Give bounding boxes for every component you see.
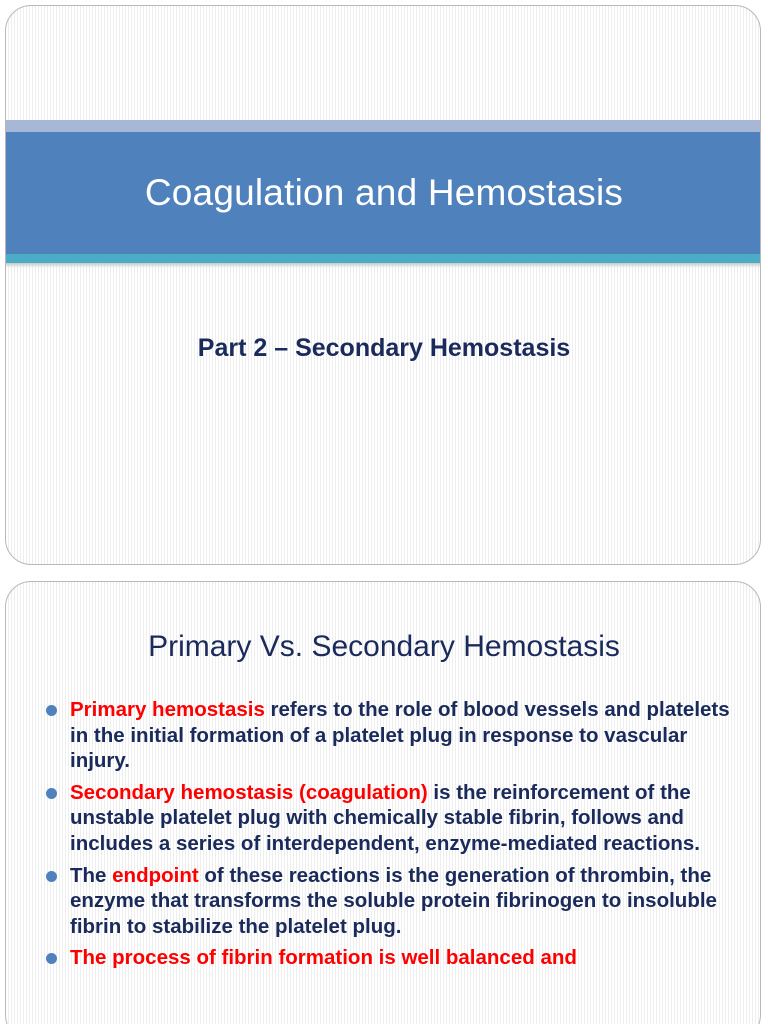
bullet-text: is the reinforcement of the unstable platelet plug with chemically stable fibrin, follows and includes a series of interdependent, enzyme-mediated reactions. <box>70 780 700 855</box>
slide-1-title: Coagulation and Hemostasis <box>144 172 624 213</box>
bullet-list <box>44 697 744 977</box>
bullet-dot-icon <box>46 788 57 799</box>
title-band-top-stripe <box>6 120 761 132</box>
slide-1 <box>5 5 761 565</box>
bullet-text: refers to the role of blood vessels and platelets in the initial formation of a platelet plug in response to vascular injury. <box>70 698 730 773</box>
title-band-bottom-stripe <box>6 254 761 263</box>
title-band-shadow <box>6 263 761 268</box>
bullet-item <box>44 945 744 971</box>
bullet-highlight: The process of fibrin formation is well balanced and <box>70 946 577 970</box>
bullet-item <box>44 697 744 774</box>
bullet-dot-icon <box>46 953 57 964</box>
bullet-highlight: Primary hemostasis <box>70 698 265 721</box>
bullet-text-after: of these reactions is the generation of thrombin, the enzyme that transforms the soluble protein fibrinogen to insoluble fibrin to stabilize the platelet plug. <box>70 863 717 938</box>
title-band <box>6 120 761 268</box>
bullet-highlight: endpoint <box>112 863 199 887</box>
bullet-item <box>44 780 744 857</box>
bullet-text-before: The <box>70 863 113 887</box>
title-band-main <box>6 132 761 254</box>
bullet-highlight: Secondary hemostasis (coagulation) <box>70 780 428 804</box>
slide-1-subtitle: Part 2 – Secondary Hemostasis <box>197 334 571 362</box>
slide-2 <box>5 581 761 1024</box>
bullet-dot-icon <box>46 871 57 882</box>
bullet-item <box>44 863 744 940</box>
slide-2-title: Primary Vs. Secondary Hemostasis <box>148 630 620 663</box>
bullet-dot-icon <box>46 705 57 716</box>
